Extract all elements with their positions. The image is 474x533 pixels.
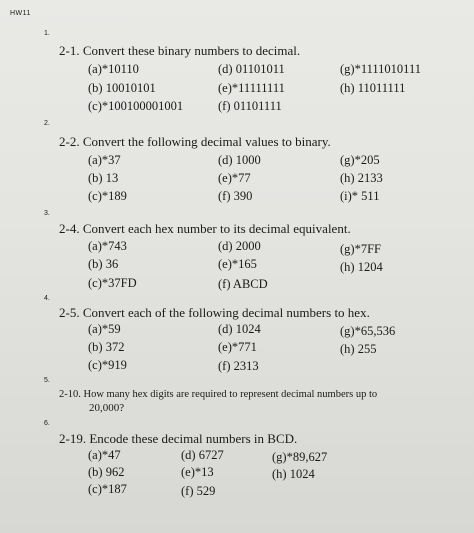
problem-item: (b) 36 xyxy=(88,257,119,271)
problem-item: (e)*77 xyxy=(218,171,251,185)
problem-item: (g)*89,627 xyxy=(272,450,328,464)
problem-item: (h) 11011111 xyxy=(340,81,406,95)
section-heading-continued: 20,000? xyxy=(89,402,125,414)
problem-item: (e)*13 xyxy=(181,465,214,479)
section-number: 5. xyxy=(44,377,50,384)
problem-item: (c)*37FD xyxy=(88,276,137,290)
problem-item: (e)*165 xyxy=(218,257,257,271)
problem-item: (c)*919 xyxy=(88,358,127,372)
problem-item: (g)*7FF xyxy=(340,242,381,256)
problem-item: (i)* 511 xyxy=(340,189,380,203)
problem-item: (g)*65,536 xyxy=(340,324,396,338)
problem-item: (f) ABCD xyxy=(218,277,268,291)
section-number: 6. xyxy=(44,420,50,427)
problem-item: (d) 6727 xyxy=(181,448,224,462)
problem-item: (d) 1000 xyxy=(218,153,261,167)
section-heading: 2-10. How many hex digits are required to represent decimal numbers up to xyxy=(59,389,378,400)
problem-item: (e)*771 xyxy=(218,340,257,354)
problem-item: (h) 2133 xyxy=(340,171,383,185)
section-number: 4. xyxy=(44,295,50,302)
problem-item: (g)*205 xyxy=(340,153,380,167)
problem-item: (d) 2000 xyxy=(218,239,261,253)
section-number: 1. xyxy=(44,30,50,37)
problem-item: (a)*59 xyxy=(88,322,121,336)
problem-item: (a)*47 xyxy=(88,448,121,462)
problem-item: (b) 13 xyxy=(88,171,119,185)
section-heading: 2-4. Convert each hex number to its decimal equivalent. xyxy=(59,221,351,236)
problem-item: (a)*37 xyxy=(88,153,121,167)
problem-item: (b) 10010101 xyxy=(88,81,156,95)
problem-item: (h) 1024 xyxy=(272,467,315,481)
section-heading: 2-5. Convert each of the following decimal numbers to hex. xyxy=(59,305,370,320)
problem-item: (b) 962 xyxy=(88,465,125,479)
section-heading: 2-1. Convert these binary numbers to decimal. xyxy=(59,43,301,58)
section-heading: 2-19. Encode these decimal numbers in BCD. xyxy=(59,431,298,446)
problem-item: (f) 2313 xyxy=(218,359,259,373)
section-number: 3. xyxy=(44,210,50,217)
problem-item: (e)*11111111 xyxy=(218,81,285,95)
section-number: 2. xyxy=(44,120,50,127)
problem-item: (c)*100100001001 xyxy=(88,99,184,113)
problem-item: (a)*10110 xyxy=(88,62,139,76)
problem-item: (f) 529 xyxy=(181,484,216,498)
problem-item: (h) 255 xyxy=(340,342,377,356)
problem-item: (a)*743 xyxy=(88,239,127,253)
problem-item: (f) 390 xyxy=(218,189,253,203)
problem-item: (d) 01101011 xyxy=(218,62,285,76)
problem-item: (c)*187 xyxy=(88,482,127,496)
problem-item: (g)*1111010111 xyxy=(340,62,422,76)
section-heading: 2-2. Convert the following decimal values to binary. xyxy=(59,134,331,149)
assignment-label: HW11 xyxy=(10,10,31,17)
problem-item: (h) 1204 xyxy=(340,260,383,274)
problem-item: (f) 01101111 xyxy=(218,99,282,113)
problem-item: (c)*189 xyxy=(88,189,127,203)
problem-item: (b) 372 xyxy=(88,340,125,354)
problem-item: (d) 1024 xyxy=(218,322,261,336)
